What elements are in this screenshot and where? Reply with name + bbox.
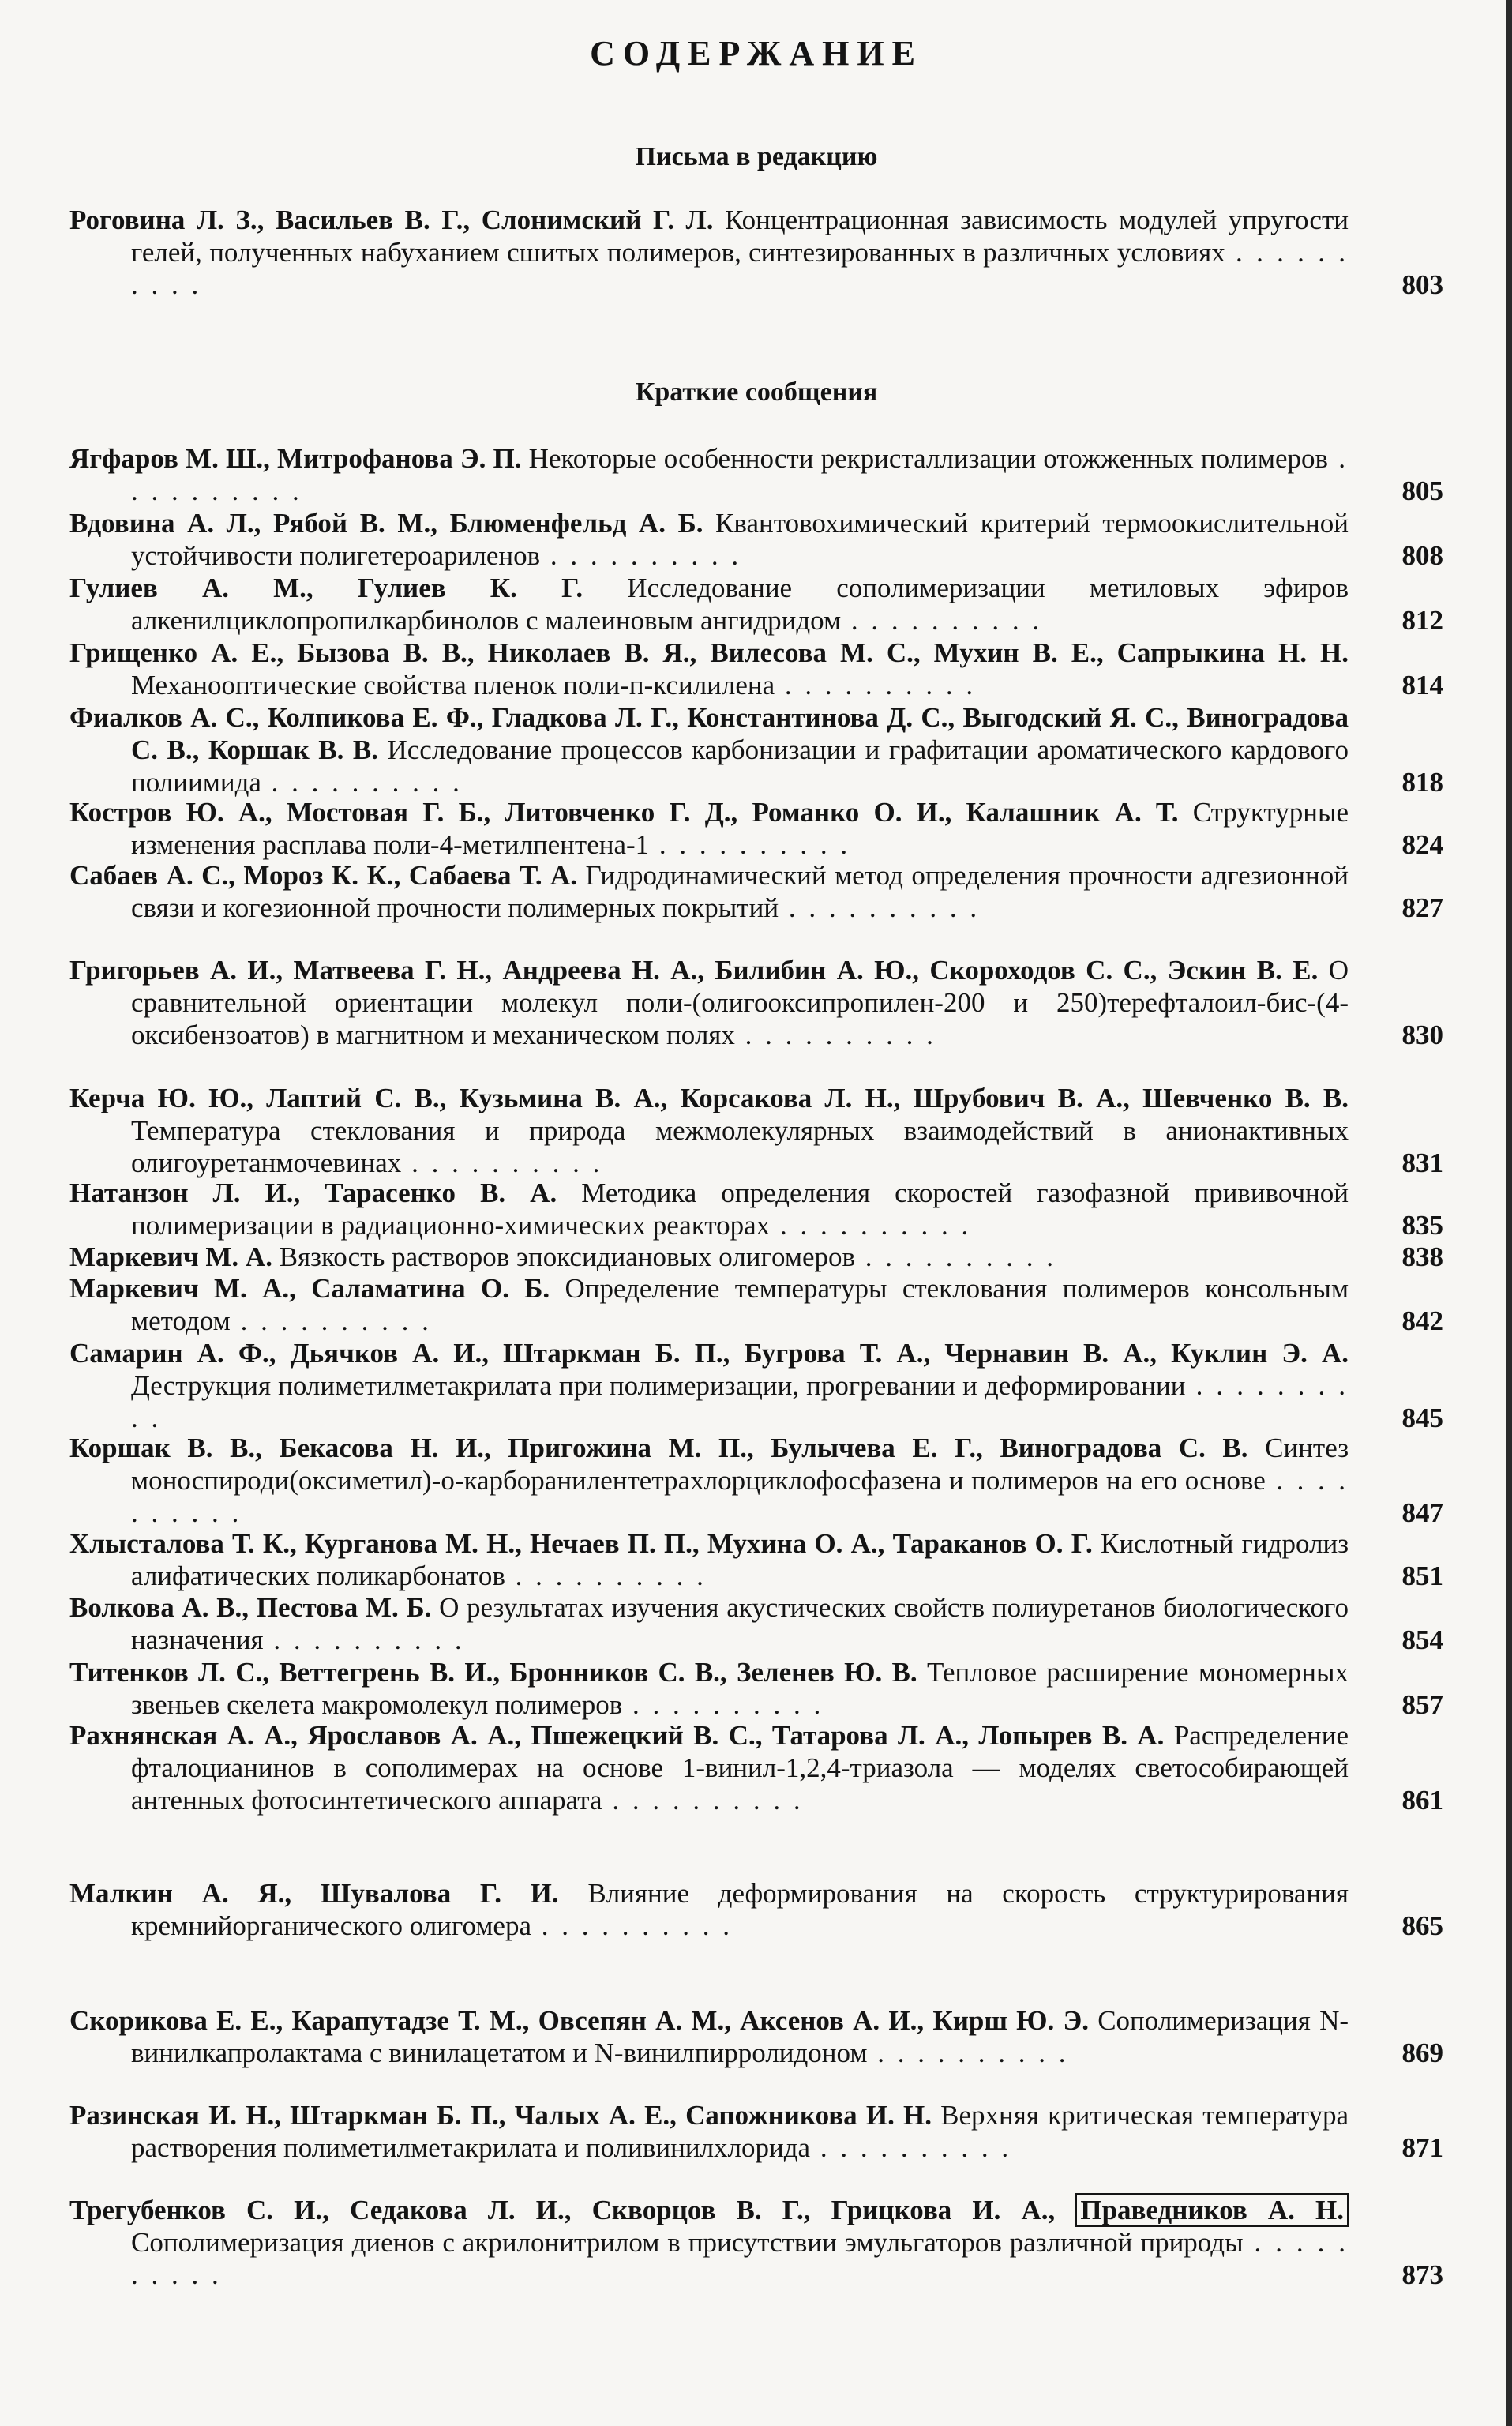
entry-authors: Титенков Л. С., Веттегрень В. И., Бронников С. В., Зеленев Ю. В. (69, 1657, 917, 1688)
toc-entry[interactable] (69, 1337, 1443, 1434)
entry-authors: Керча Ю. Ю., Лаптий С. В., Кузьмина В. А., Корсакова Л. Н., Шрубович В. А., Шевченко В. В. (69, 1083, 1349, 1113)
entry-title: Некоторые особенности рекристаллизации отожженных полимеров (528, 443, 1329, 474)
entry-title: Верхняя критическая температура растворения полиметилметакрилата и поливинилхлорида (131, 2100, 1349, 2163)
entry-title: Гидродинамический метод определения прочности адгезионной связи и когезионной прочности полимерных покрытий (131, 860, 1349, 923)
entry-title: Вязкость растворов эпоксидиановых олигомеров (279, 1241, 856, 1272)
entry-title: Квантовохимический критерий термоокислительной устойчивости полигетероариленов (131, 508, 1349, 571)
entry-title: Исследование сополимеризации метиловых эфиров алкенилциклопропилкарбинолов с малеиновым ангидридом (131, 573, 1349, 636)
toc-entry[interactable] (69, 507, 1443, 572)
entry-authors: Костров Ю. А., Мостовая Г. Б., Литовченко Г. Д., Романко О. И., Калашник А. Т. (69, 797, 1179, 828)
entry-authors: Натанзон Л. И., Тарасенко В. А. (69, 1177, 557, 1208)
toc-entry[interactable] (69, 859, 1443, 924)
entry-authors: Трегубенков С. И., Седакова Л. И., Скворцов В. Г., Грицкова И. А., (69, 2195, 1056, 2225)
entry-page: 857 (1401, 1689, 1443, 1720)
toc-entry[interactable] (69, 572, 1443, 637)
section-heading-letters: Письма в редакцию (635, 142, 878, 171)
entry-authors: Коршак В. В., Бекасова Н. И., Пригожина М. П., Булычева Е. Г., Виноградова С. В. (69, 1433, 1248, 1463)
entry-page: 814 (1401, 670, 1443, 700)
entry-page: 869 (1401, 2037, 1443, 2068)
entry-page: 861 (1401, 1785, 1443, 1816)
entry-page: 827 (1401, 892, 1443, 923)
entry-title: Сополимеризация N-винилкапролактама с винилацетатом и N-винилпирролидоном (131, 2005, 1349, 2068)
entry-title: Механооптические свойства пленок поли-п-ксилилена (131, 670, 775, 700)
entry-page: 873 (1401, 2259, 1443, 2290)
entry-title: Влияние деформирования на скорость структурирования кремнийорганического олигомера (131, 1878, 1349, 1941)
toc-entry[interactable] (69, 701, 1443, 798)
toc-entry[interactable] (69, 1432, 1443, 1529)
entry-page: 808 (1401, 540, 1443, 571)
entry-page: 831 (1401, 1147, 1443, 1178)
entry-title: О результатах изучения акустических свойств полиуретанов биологического назначения (131, 1592, 1349, 1655)
entry-authors: Скорикова Е. Е., Карапутадзе Т. М., Овсепян А. М., Аксенов А. И., Кирш Ю. Э. (69, 2005, 1089, 2036)
entry-page: 824 (1401, 829, 1443, 860)
binding-edge (1506, 0, 1512, 2426)
entry-authors: Грищенко А. Е., Бызова В. В., Николаев В. Я., Вилесова М. С., Мухин В. Е., Сапрыкина Н. Н. (69, 637, 1349, 668)
entry-page: 830 (1401, 1020, 1443, 1050)
toc-entry[interactable] (69, 1591, 1443, 1656)
entry-page: 871 (1401, 2132, 1443, 2163)
entry-authors: Маркевич М. А., Саламатина О. Б. (69, 1273, 550, 1304)
entry-boxed-author: Праведников А. Н. (1075, 2193, 1349, 2227)
entry-page: 847 (1401, 1497, 1443, 1528)
toc-entry[interactable] (69, 1241, 1443, 1273)
toc-entry[interactable] (69, 1719, 1443, 1816)
entry-page: 845 (1401, 1403, 1443, 1433)
entry-title: Сополимеризация диенов с акрилонитрилом в присутствии эмульгаторов различной природы (131, 2227, 1244, 2258)
entry-title: Определение температуры стеклования полимеров консольным методом (131, 1273, 1349, 1336)
toc-entry[interactable] (69, 442, 1443, 507)
section-heading-short: Краткие сообщения (635, 377, 878, 407)
entry-authors: Самарин А. Ф., Дьячков А. И., Штаркман Б. П., Бугрова Т. А., Чернавин В. А., Куклин Э. А. (69, 1338, 1349, 1369)
page-title: СОДЕРЖАНИЕ (590, 34, 923, 73)
entry-page: 851 (1401, 1560, 1443, 1591)
toc-entry[interactable] (69, 2194, 1443, 2291)
entry-authors: Хлысталова Т. К., Курганова М. Н., Нечаев П. П., Мухина О. А., Тараканов О. Г. (69, 1528, 1093, 1559)
toc-entry[interactable] (69, 1177, 1443, 1241)
entry-title: Деструкция полиметилметакрилата при полимеризации, прогревании и деформировании (131, 1370, 1186, 1401)
entry-authors: Рахнянская А. А., Ярославов А. А., Пшежецкий В. С., Татарова Л. А., Лопырев В. А. (69, 1720, 1165, 1751)
entry-page: 818 (1401, 767, 1443, 798)
toc-entry[interactable] (69, 204, 1443, 301)
toc-entry[interactable] (69, 2004, 1443, 2069)
entry-authors: Ягфаров М. Ш., Митрофанова Э. П. (69, 443, 522, 474)
entry-authors: Волкова А. В., Пестова М. Б. (69, 1592, 432, 1623)
toc-entry[interactable] (69, 1527, 1443, 1592)
entry-authors: Григорьев А. И., Матвеева Г. Н., Андреева Н. А., Билибин А. Ю., Скороходов С. С., Эскин В. Е. (69, 955, 1319, 986)
entry-authors: Роговина Л. З., Васильев В. Г., Слонимский Г. Л. (69, 205, 714, 235)
entry-page: 854 (1401, 1624, 1443, 1655)
entry-page: 865 (1401, 1910, 1443, 1941)
entry-title: Исследование процессов карбонизации и графитации ароматического кардового полиимида (131, 734, 1349, 798)
entry-page: 805 (1401, 475, 1443, 506)
entry-page: 803 (1401, 269, 1443, 300)
toc-entry[interactable] (69, 1877, 1443, 1942)
entry-title: Структурные изменения расплава поли-4-метилпентена-1 (131, 797, 1349, 860)
entry-title: Методика определения скоростей газофазной прививочной полимеризации в радиационно-химических реакторах (131, 1177, 1349, 1241)
entry-title: Распределение фталоцианинов в сополимерах на основе 1-винил-1,2,4-триазола — моделях светособирающей антенных фотосинтетического аппарата (131, 1720, 1349, 1816)
entry-authors: Фиалков А. С., Колпикова Е. Ф., Гладкова Л. Г., Константинова Д. С., Выгодский Я. С., Виноградова С. В., Коршак В. В. (69, 702, 1349, 765)
entry-page: 838 (1401, 1241, 1443, 1272)
toc-entry[interactable] (69, 637, 1443, 701)
entry-page: 842 (1401, 1305, 1443, 1336)
entry-title: Тепловое расширение мономерных звеньев скелета макромолекул полимеров (131, 1657, 1349, 1720)
entry-page: 812 (1401, 605, 1443, 636)
entry-authors: Вдовина А. Л., Рябой В. М., Блюменфельд А. Б. (69, 508, 703, 539)
entry-title: О сравнительной ориентации молекул поли-(олигооксипропилен-200 и 250)терефталоил-бис-(4-оксибензоатов) в магнитном и механическом полях (131, 955, 1349, 1050)
toc-entry[interactable] (69, 1656, 1443, 1721)
toc-entry[interactable] (69, 1082, 1443, 1179)
toc-entry[interactable] (69, 2099, 1443, 2164)
entry-authors: Гулиев А. М., Гулиев К. Г. (69, 573, 583, 603)
entry-authors: Маркевич М. А. (69, 1241, 272, 1272)
entry-title: Кислотный гидролиз алифатических поликарбонатов (131, 1528, 1349, 1591)
toc-entry[interactable] (69, 796, 1443, 861)
entry-title: Температура стеклования и природа межмолекулярных взаимодействий в анионактивных олигоуретанмочевинах (131, 1115, 1349, 1178)
entry-authors: Разинская И. Н., Штаркман Б. П., Чалых А. Е., Сапожникова И. Н. (69, 2100, 932, 2131)
toc-entry[interactable] (69, 1272, 1443, 1337)
entry-title: Концентрационная зависимость модулей упругости гелей, полученных набуханием сшитых полимеров, синтезированных в различных условиях (131, 205, 1349, 268)
entry-page: 835 (1401, 1210, 1443, 1241)
entry-authors: Малкин А. Я., Шувалова Г. И. (69, 1878, 559, 1909)
entry-authors: Сабаев А. С., Мороз К. К., Сабаева Т. А. (69, 860, 578, 891)
entry-title: Синтез моноспироди(оксиметил)-о-карборанилентетрахлорциклофосфазена и полимеров на его основе (131, 1433, 1349, 1496)
toc-entry[interactable] (69, 954, 1443, 1051)
